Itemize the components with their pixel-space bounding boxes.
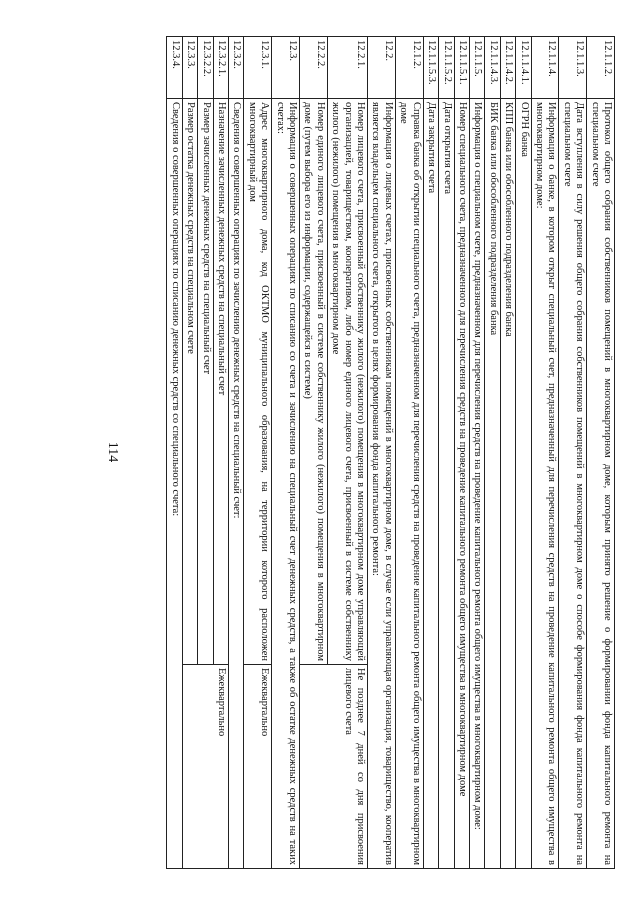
row-description: Дата закрытия счета: [423, 99, 438, 869]
row-description: Номер лицевого счета, присвоенный собственнику жилого (нежилого) помещения в многоквартирном доме управляющей организацией, товариществом, кооперативом, либо номер единого лицевого счета, присвоенный в системе собственнику жилого (нежилого) помещения в многоквартирном доме: [327, 99, 367, 665]
table-row: [229, 37, 244, 869]
table-row: [395, 37, 423, 869]
rotated-table-wrapper: [75, 36, 615, 868]
row-number: 12.1.1.5.2.: [439, 37, 454, 99]
row-number: 12.1.1.4.3.: [485, 37, 500, 99]
row-number: 12.3.3.: [182, 37, 197, 99]
row-number: 12.3.2.: [229, 37, 244, 99]
row-number: 12.3.2.2.: [198, 37, 213, 99]
row-number: 12.1.1.4.: [531, 37, 559, 99]
row-number: 12.1.1.5.3.: [423, 37, 438, 99]
row-timing: Не позднее 7 дней со дня присвоения лицевого счета: [300, 665, 368, 869]
table-row: [587, 37, 615, 869]
row-number: 12.1.1.4.1.: [516, 37, 531, 99]
row-description: Протокол общего собрания собственников помещений в многоквартирном доме, которым принято решение о формировании фонда капитального ремонта на специальном счете: [587, 99, 615, 869]
row-description: Справка банка об открытии специального счета, предназначенном для перечисления средств на проведение капитального ремонта общего имущества в многоквартирном доме: [395, 99, 423, 869]
requirements-table: [166, 36, 615, 869]
row-description: Номер специального счета, предназначенного для перечисления средств на проведение капитального ремонта общего имущества в многоквартирном доме: [454, 99, 469, 869]
row-number: 12.3.2.1.: [213, 37, 228, 99]
row-description: БИК банка или обособленного подразделения банка: [485, 99, 500, 869]
row-number: 12.1.2.: [395, 37, 423, 99]
table-row: [272, 37, 300, 869]
row-description: ОГРН банка: [516, 99, 531, 869]
table-row: [531, 37, 559, 869]
table-row: [500, 37, 515, 869]
row-description: Сведения о совершенных операциях по зачислению денежных средств на специальный счет:: [229, 99, 244, 869]
table-row: [516, 37, 531, 869]
row-description: Размер зачисленных денежных средств на специальный счет: [198, 99, 213, 665]
row-description: Дата открытия счета: [439, 99, 454, 869]
row-number: 12.1.1.5.1.: [454, 37, 469, 99]
row-description: Сведения о совершенных операциях по списанию денежных средств со специального счета:: [167, 99, 182, 869]
row-number: 12.1.1.5.: [469, 37, 484, 99]
table-row: [559, 37, 587, 869]
table-row: [439, 37, 454, 869]
table-row: [469, 37, 484, 869]
row-timing: Ежеквартально: [182, 665, 228, 869]
row-description: Информация о лицевых счетах, присвоенных собственникам помещений в многоквартирном доме, в случае если управляющая организация, товарищество, кооператив является владельцем специального счета, открытого в целях формирования фонда капитального ремонта:: [368, 99, 396, 869]
row-timing: Ежеквартально: [244, 665, 272, 869]
row-number: 12.1.1.4.2.: [500, 37, 515, 99]
page-number: 114: [105, 441, 120, 463]
row-number: 12.1.1.2.: [587, 37, 615, 99]
row-description: Адрес многоквартирного дома, код ОКТМО муниципального образования, на территории которого расположен многоквартирный дом: [244, 99, 272, 665]
row-number: 12.3.1.: [244, 37, 272, 99]
row-number: 12.3.: [272, 37, 300, 99]
table-row: [244, 37, 272, 869]
row-description: Информация о совершенных операциях по списанию со счета и зачислению на специальный счет денежных средств, а также об остатке денежных средств на таких счетах:: [272, 99, 300, 869]
table-row: [454, 37, 469, 869]
table-row: [213, 37, 228, 869]
row-description: Дата вступления в силу решения общего собрания собственников помещений в многоквартирном доме о способе формирования фонда капитального ремонта на специальном счете: [559, 99, 587, 869]
table-row: [485, 37, 500, 869]
row-description: КПП банка или обособленного подразделения банка: [500, 99, 515, 869]
row-description: Информация о банке, в котором открыт специальный счет, предназначенный для перечисления средств на проведение капитального ремонта общего имущества в многоквартирном доме:: [531, 99, 559, 869]
row-description: Размер остатка денежных средств на специальном счете: [182, 99, 197, 665]
table-row: [167, 37, 182, 869]
row-number: 12.2.2.: [300, 37, 328, 99]
table-row: [368, 37, 396, 869]
row-description: Номер единого лицевого счета, присвоенный в системе собственнику жилого (нежилого) помещения в многоквартирном доме (путем выбора его из информации, содержащейся в системе): [300, 99, 328, 665]
row-description: Информация о специальном счете, предназначенном для перечисления средств на проведение капитального ремонта общего имущества в многоквартирном доме:: [469, 99, 484, 869]
row-number: 12.1.1.3.: [559, 37, 587, 99]
table-row: [327, 37, 367, 869]
row-number: 12.2.: [368, 37, 396, 99]
row-description: Назначение зачисленных денежных средств на специальный счет: [213, 99, 228, 665]
row-number: 12.3.4.: [167, 37, 182, 99]
table-row: [423, 37, 438, 869]
row-number: 12.2.1.: [327, 37, 367, 99]
